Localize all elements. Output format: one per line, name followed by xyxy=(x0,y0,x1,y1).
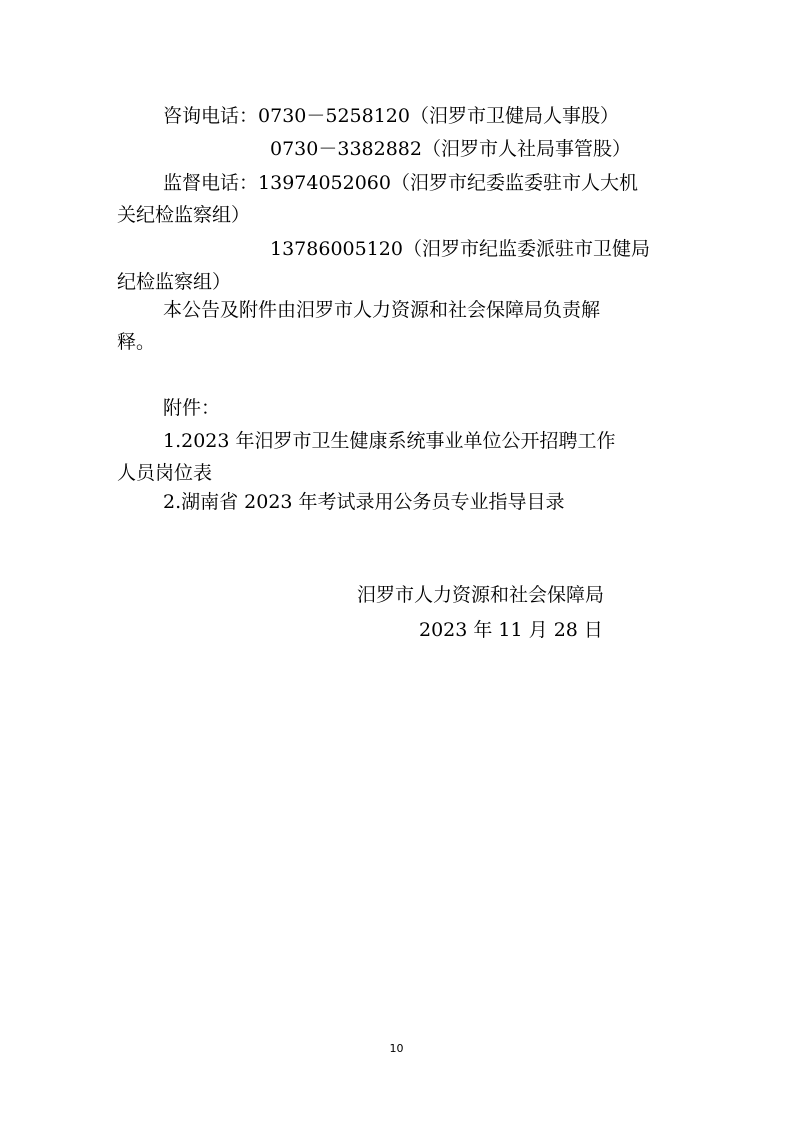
attachment-item-2: 2.湖南省 2023 年考试录用公务员专业指导目录 xyxy=(163,491,565,513)
consult-line-1 xyxy=(163,104,619,128)
supervise-phone-2-cont: 纪检监察组） xyxy=(117,271,232,293)
consult-label: 咨询电话： xyxy=(163,105,259,127)
statement-line-1: 本公告及附件由汨罗市人力资源和社会保障局负责解 xyxy=(163,299,601,321)
supervise-phone-1-cont: 关纪检监察组） xyxy=(117,204,251,226)
statement-line-2: 释。 xyxy=(117,331,156,353)
page-number: 10 xyxy=(389,1042,404,1055)
consult-phone-2: 0730－3382882（汨罗市人社局事管股） xyxy=(270,138,631,160)
supervise-phone-2: 13786005120（汨罗市纪监委派驻市卫健局 xyxy=(270,238,650,260)
supervise-label: 监督电话： xyxy=(163,172,259,194)
attachment-item-1: 1.2023 年汨罗市卫生健康系统事业单位公开招聘工作 xyxy=(163,430,616,452)
signature-date: 2023 年 11 月 28 日 xyxy=(419,619,603,641)
supervise-line-1 xyxy=(163,171,638,195)
attachments-heading: 附件： xyxy=(163,397,221,419)
signature-org: 汨罗市人力资源和社会保障局 xyxy=(357,584,605,606)
consult-phone-1: 0730－5258120（汨罗市卫健局人事股） xyxy=(258,105,619,127)
supervise-phone-1: 13974052060（汨罗市纪委监委驻市人大机 xyxy=(258,172,638,194)
attachment-item-1-cont: 人员岗位表 xyxy=(117,462,213,484)
